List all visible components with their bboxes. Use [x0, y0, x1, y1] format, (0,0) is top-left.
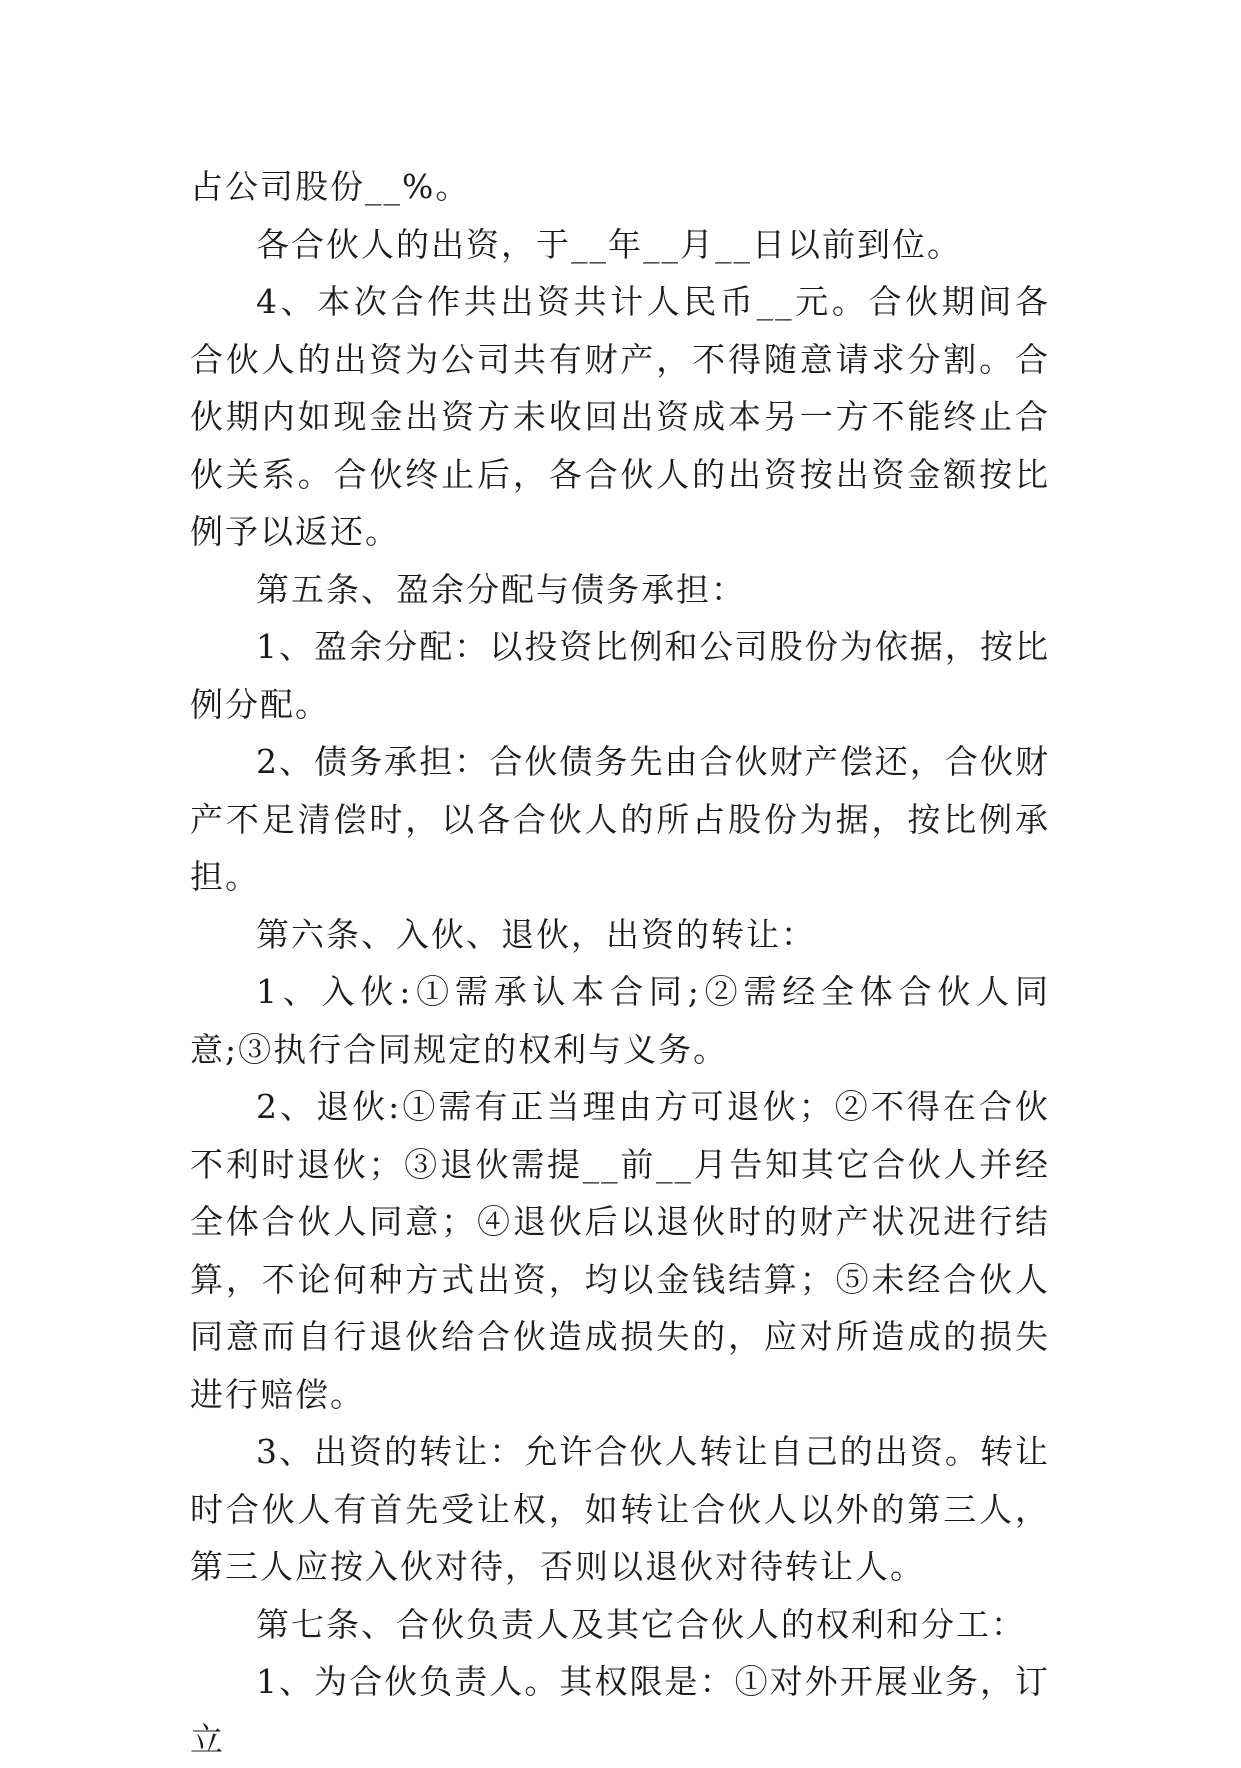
paragraph-contribution-deadline: 各合伙人的出资，于__年__月__日以前到位。	[256, 224, 962, 264]
paragraph-profit-distribution: 1、盈余分配：以投资比例和公司股份为依据，按比例分配。	[190, 627, 1050, 724]
heading-article-5: 第五条、盈余分配与债务承担：	[256, 569, 746, 609]
document-body	[190, 158, 1050, 1768]
paragraph-responsible-partner: 1、为合伙负责人。其权限是：①对外开展业务，订立	[190, 1662, 1050, 1759]
paragraph-withdrawal: 2、退伙:①需有正当理由方可退伙；②不得在合伙不利时退伙；③退伙需提__前__月告知其它合伙人并经全体合伙人同意；④退伙后以退伙时的财产状况进行结算，不论何种方式出资，均以金钱结算；⑤未经合伙人同意而自行退伙给合伙造成损失的，应对所造成的损失进行赔偿。	[190, 1087, 1050, 1414]
paragraph-transfer: 3、出资的转让：允许合伙人转让自己的出资。转让时合伙人有首先受让权，如转让合伙人以外的第三人，第三人应按入伙对待，否则以退伙对待转让人。	[190, 1432, 1050, 1586]
paragraph-total-contribution: 4、本次合作共出资共计人民币__元。合伙期间各合伙人的出资为公司共有财产，不得随意请求分割。合伙期内如现金出资方未收回出资成本另一方不能终止合伙关系。合伙终止后，各合伙人的出资按出资金额按比例予以返还。	[190, 282, 1050, 551]
heading-article-6: 第六条、入伙、退伙，出资的转让：	[256, 914, 816, 954]
paragraph-share-percentage: 占公司股份__%。	[190, 167, 471, 206]
paragraph-joining: 1、入伙:①需承认本合同;②需经全体合伙人同意;③执行合同规定的权利与义务。	[190, 972, 1050, 1069]
paragraph-debt-liability: 2、债务承担：合伙债务先由合伙财产偿还，合伙财产不足清偿时，以各合伙人的所占股份为据，按比例承担。	[190, 742, 1050, 896]
heading-article-7: 第七条、合伙负责人及其它合伙人的权利和分工：	[256, 1604, 1026, 1644]
